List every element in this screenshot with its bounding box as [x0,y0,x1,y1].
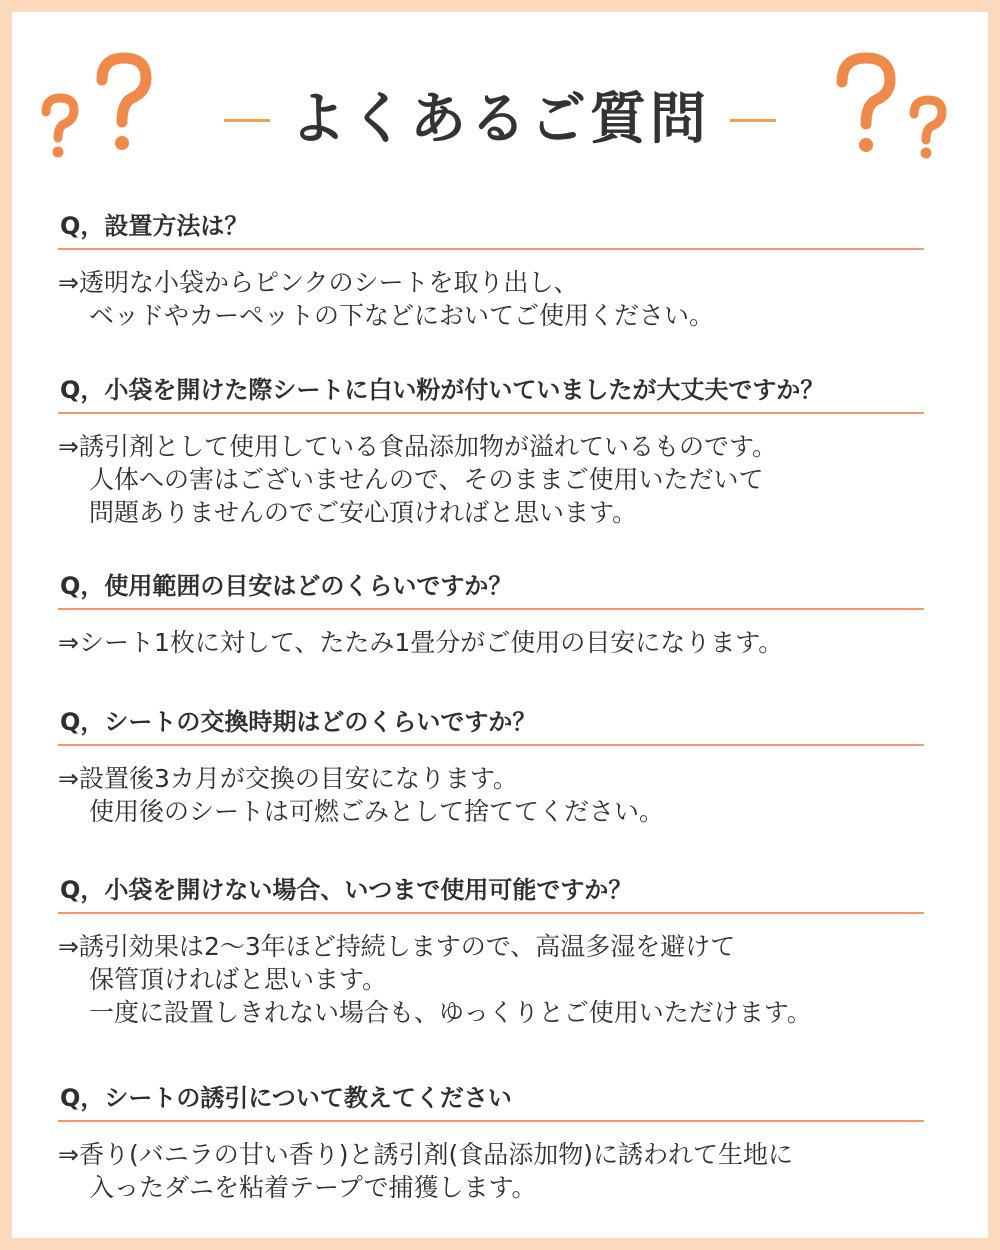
question-marks-icon [834,46,964,166]
faq-question: Q，シートの誘引について教えてください [60,1084,512,1112]
faq-item [58,1080,924,1204]
answer-line: 問題ありませんのでご安心頂ければと思います。 [89,498,638,527]
answer-line: 使用後のシートは可燃ごみとして捨ててください。 [89,797,665,826]
faq-card [12,12,988,1238]
answer-line: 入ったダニを粘着テープで捕獲します。 [89,1173,537,1202]
faq-question: Q，シートの交換時期はどのくらいですか？ [60,708,537,736]
faq-item [58,872,924,1029]
faq-answer [58,1138,924,1204]
answer-line: ⇒設置後3カ月が交換の目安になります。 [58,764,518,793]
answer-line: 一度に設置しきれない場合も、ゆっくりとご使用いただけます。 [89,998,812,1027]
answer-line: ⇒誘引効果は2～3年ほど持続しますので、高温多湿を避けて [58,932,736,961]
faq-item [58,568,924,659]
answer-line: ⇒香り(バニラの甘い香り)と誘引剤(食品添加物)に誘われて生地に [58,1140,793,1169]
page-title: よくあるご質問 [290,87,710,152]
divider [58,608,924,610]
faq-question: Q，小袋を開けない場合、いつまで使用可能ですか？ [60,876,633,904]
answer-line: ⇒誘引剤として使用している食品添加物が溢れているものです。 [58,432,777,461]
faq-answer [58,626,924,659]
title-dash-left [224,119,270,122]
answer-line: ⇒シート1枚に対して、たたみ1畳分がご使用の目安になります。 [58,628,784,657]
divider [58,912,924,914]
faq-answer [58,930,924,1029]
faq-question: Q，設置方法は？ [60,212,249,240]
faq-answer [58,762,924,828]
divider [58,744,924,746]
faq-answer [58,430,924,529]
answer-line: 保管頂ければと思います。 [89,965,388,994]
answer-line: ⇒透明な小袋からピンクのシートを取り出し、 [58,268,579,297]
divider [58,412,924,414]
answer-line: ベッドやカーペットの下などにおいてご使用ください。 [89,301,715,330]
title-dash-right [730,119,776,122]
faq-question: Q，小袋を開けた際シートに白い粉が付いていましたが大丈夫ですか？ [60,376,825,404]
faq-item [58,372,924,529]
answer-line: 人体への害はございませんので、そのままご使用いただいて [89,465,764,494]
faq-answer [58,266,924,332]
faq-item [58,704,924,828]
faq-item [58,208,924,332]
faq-question: Q，使用範囲の目安はどのくらいですか？ [60,572,513,600]
header [12,12,988,182]
divider [58,1120,924,1122]
divider [58,248,924,250]
